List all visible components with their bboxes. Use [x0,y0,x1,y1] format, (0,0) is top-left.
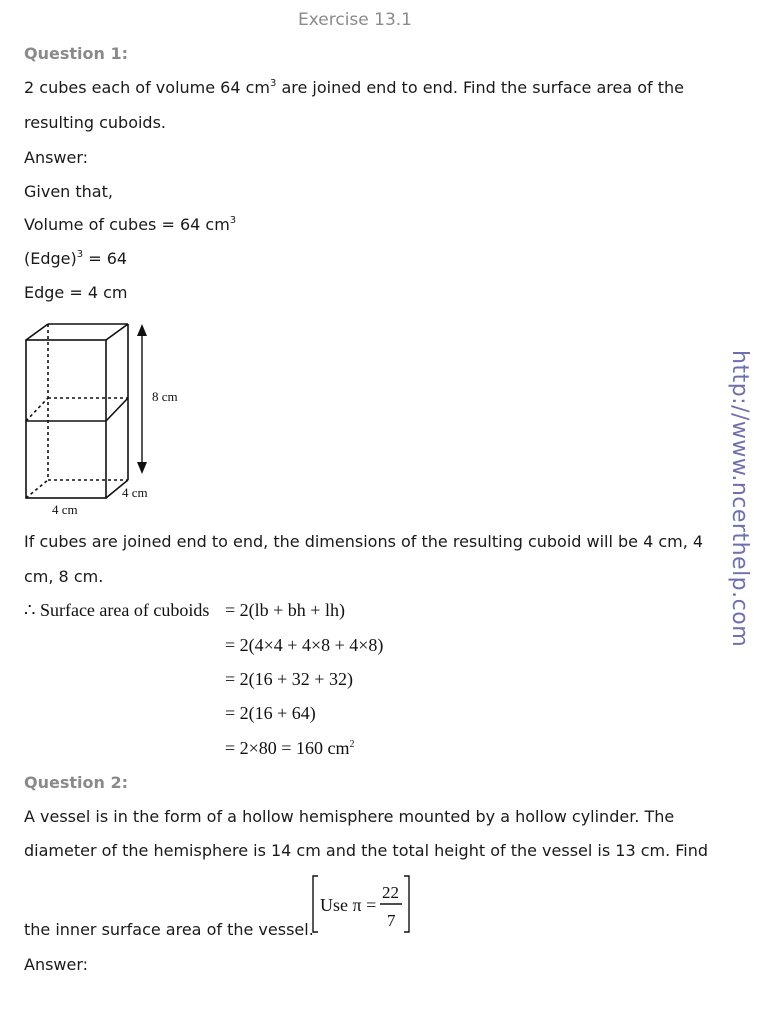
label-height: 8 cm [152,389,178,404]
math-line-4: = 2(16 + 64) [225,703,316,723]
page-title: Exercise 13.1 [298,10,412,30]
cuboid-figure [18,318,198,518]
answer-2-label: Answer: [24,955,89,974]
fraction-denominator: 7 [387,911,396,930]
math-line-5: = 2×80 = 160 $cm^2$ [225,738,355,758]
math-line-2: = 2(4×4 + 4×8 + 4×8) [225,635,384,655]
question-2-text-line3: the inner surface area of the vessel. [24,920,314,939]
edge-equation-line: (Edge)$^3$ = 64 [24,249,128,268]
dimensions-line1: If cubes are joined end to end, the dimensions of the resulting cuboid will be 4 cm, 4 [24,532,704,551]
label-width: 4 cm [52,502,78,517]
fraction-numerator: 22 [382,883,399,902]
dimensions-line2: cm, 8 cm. [24,567,104,586]
math-line-3: = 2(16 + 32 + 32) [225,669,353,689]
question-1-text-line1: 2 cubes each of volume 64 $cm^3$ are joined end to end. Find the surface area of the [24,78,684,97]
question-2-text-line1: A vessel is in the form of a hollow hemisphere mounted by a hollow cylinder. The [24,807,675,826]
edge-result-line: Edge = 4 cm [24,283,128,302]
watermark-url: http://www.ncerthelp.com [727,350,752,648]
question-1-text-line2: resulting cuboids. [24,113,166,132]
math-lhs: ∴ Surface area of cuboids [24,600,210,620]
question-1-label: Question 1: [24,44,128,63]
use-pi-label: Use π = [320,895,377,915]
use-pi-formula [310,874,416,936]
answer-1-label: Answer: [24,148,89,167]
given-line: Given that, [24,182,113,201]
label-depth: 4 cm [122,485,148,500]
volume-line: Volume of cubes = 64 $cm^3$ [24,215,237,234]
question-2-label: Question 2: [24,773,128,792]
math-line-1: = 2(lb + bh + lh) [225,600,345,620]
question-2-text-line2: diameter of the hemisphere is 14 cm and the total height of the vessel is 13 cm. Find [24,841,709,860]
